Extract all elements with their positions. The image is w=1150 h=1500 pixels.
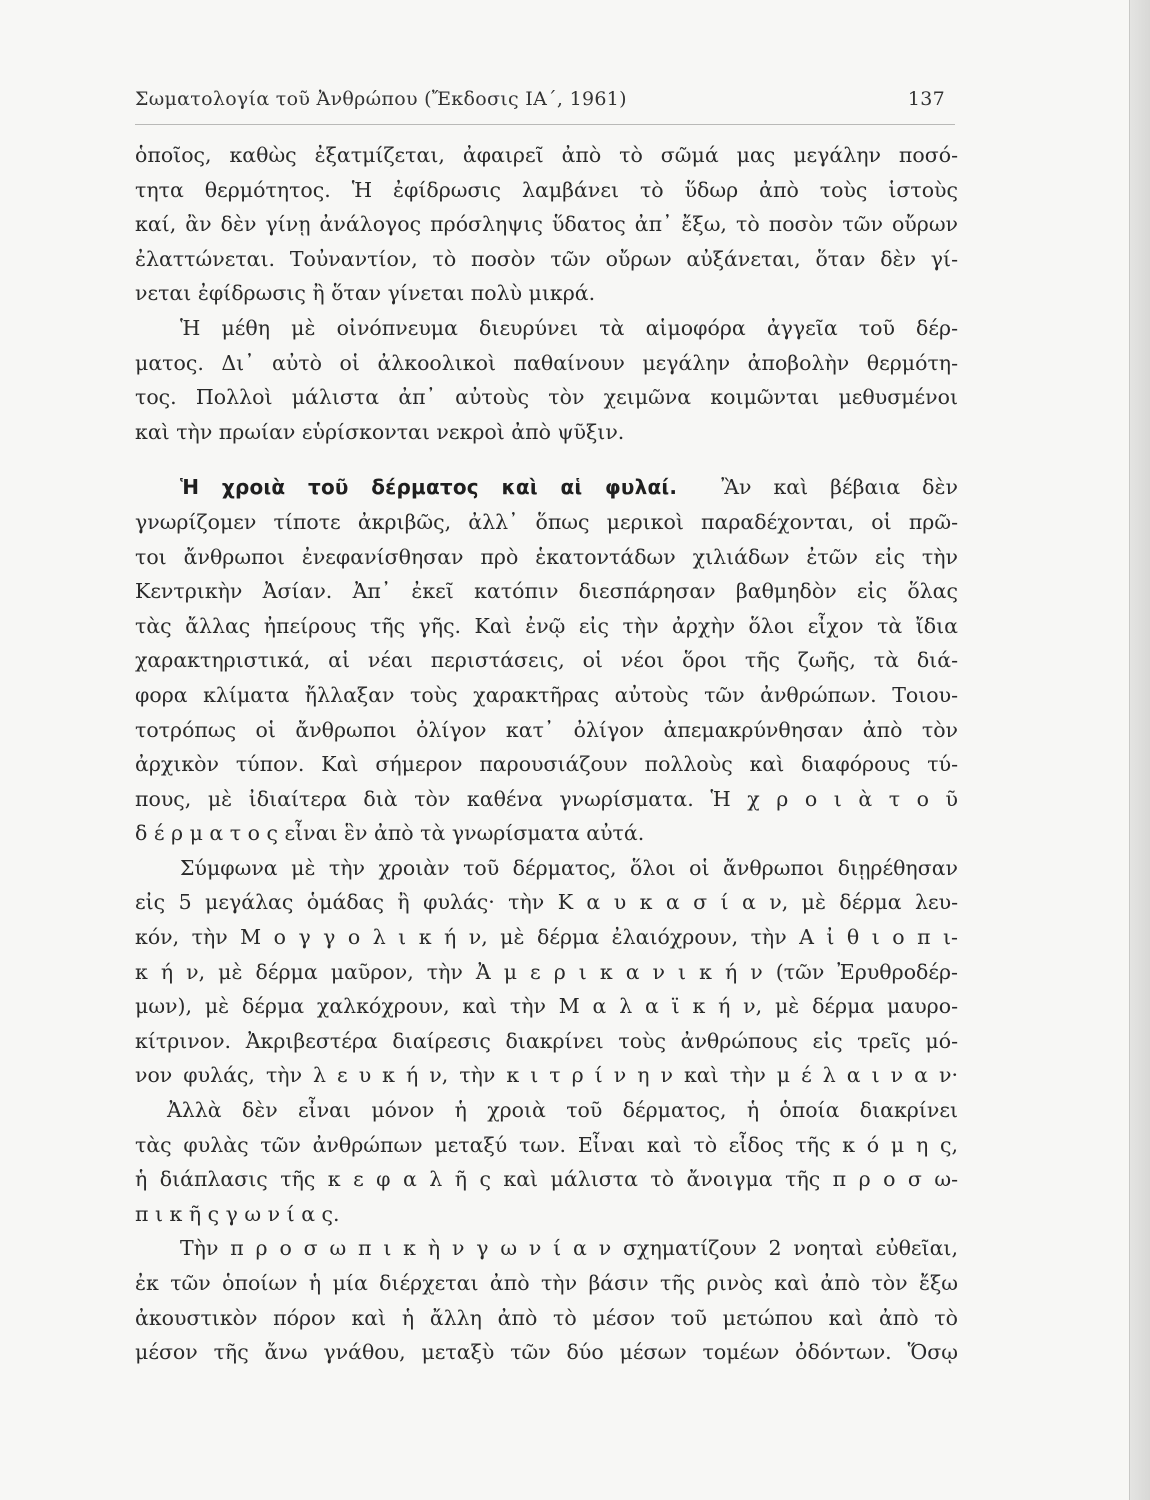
text-line: καὶ τὴν πρωίαν εὑρίσκονται νεκροὶ ἀπὸ ψῦξιν. [135,419,625,444]
text-line: πους, μὲ ἰδιαίτερα διὰ τὸν καθένα γνωρίσματα. Ἡ χ ρ ο ι ὰ τ ο ῦ [135,786,958,811]
text-line: δ έ ρ μ α τ ο ς εἶναι ἓν ἀπὸ τὰ γνωρίσματα αὐτά. [135,821,645,846]
page-number: 137 [907,88,945,110]
text-line: γνωρίζομεν τίποτε ἀκριβῶς, ἀλλ᾿ ὅπως μερικοὶ παραδέχονται, οἱ πρῶ- [135,509,958,534]
paragraph-hair-head [135,1093,958,1231]
text-line: φορα κλίματα ἤλλαξαν τοὺς χαρακτῆρας αὐτοὺς τῶν ἀνθρώπων. Τοιου- [135,682,958,707]
text-line: Ἀλλὰ δὲν εἶναι μόνον ἡ χροιὰ τοῦ δέρματος, ἡ ὁποία διακρίνει [167,1098,958,1123]
text-line: καί, ἂν δὲν γίνῃ ἀνάλογος πρόσληψις ὕδατος ἀπ᾿ ἔξω, τὸ ποσὸν τῶν οὔρων [135,212,958,237]
running-head [135,88,955,120]
text-line: ἐκ τῶν ὁποίων ἡ μία διέρχεται ἀπὸ τὴν βάσιν τῆς ρινὸς καὶ ἀπὸ τὸν ἔξω [135,1271,958,1295]
heading-line-rest: Ἂν καὶ βέβαια δὲν [721,475,958,500]
text-line: ἡ διάπλασις τῆς κ ε φ α λ ῆ ς καὶ μάλιστα τὸ ἄνοιγμα τῆς π ρ ο σ ω- [135,1167,958,1192]
text-line: νεται ἐφίδρωσις ἢ ὅταν γίνεται πολὺ μικρά. [135,281,596,306]
text-line: τὰς φυλὰς τῶν ἀνθρώπων μεταξύ των. Εἶναι καὶ τὸ εἶδος τῆς κ ό μ η ς, [135,1132,958,1157]
text-line: κ ή ν, μὲ δέρμα μαῦρον, τὴν Ἀ μ ε ρ ι κ α ν ι κ ή ν (τῶν Ἐρυθροδέρ- [135,959,958,984]
paragraph-sweat [135,138,958,311]
header-rule [135,124,955,125]
running-head-title: Σωματολογία τοῦ Ἀνθρώπου (Ἔκδοσις ΙΑ΄, 1961) [135,88,627,110]
text-line: Σύμφωνα μὲ τὴν χροιὰν τοῦ δέρματος, ὅλοι οἱ ἄνθρωποι διῃρέθησαν [180,855,958,880]
text-line: μέσον τῆς ἄνω γνάθου, μεταξὺ τῶν δύο μέσων τομέων ὀδόντων. Ὅσῳ [135,1340,958,1365]
text-line: μων), μὲ δέρμα χαλκόχρουν, καὶ τὴν Μ α λ α ϊ κ ή ν, μὲ δέρμα μαυρο- [135,994,958,1019]
body-text [135,138,958,1370]
text-line: ἀρχικὸν τύπον. Καὶ σήμερον παρουσιάζουν πολλοὺς καὶ διαφόρους τύ- [135,752,958,777]
text-line: ὁποῖος, καθὼς ἐξατμίζεται, ἀφαιρεῖ ἀπὸ τὸ σῶμά μας μεγάλην ποσό- [135,143,958,167]
paragraph-facial-angle [135,1231,958,1369]
paragraph-skin-color [135,470,958,851]
text-line: Ἡ μέθη μὲ οἰνόπνευμα διευρύνει τὰ αἱμοφόρα ἀγγεῖα τοῦ δέρ- [180,315,958,340]
text-line: ἀκουστικὸν πόρον καὶ ἡ ἄλλη ἀπὸ τὸ μέσον τοῦ μετώπου καὶ ἀπὸ τὸ [135,1305,958,1330]
text-line: χαρακτηριστικά, αἱ νέαι περιστάσεις, οἱ νέοι ὅροι τῆς ζωῆς, τὰ διά- [135,648,958,673]
text-line: τὰς ἄλλας ἠπείρους τῆς γῆς. Καὶ ἐνῷ εἰς τὴν ἀρχὴν ὅλοι εἶχον τὰ ἴδια [135,613,958,638]
paragraph-alcohol [135,311,958,449]
text-line: τητα θερμότητος. Ἡ ἐφίδρωσις λαμβάνει τὸ ὕδωρ ἀπὸ τοὺς ἱστοὺς [135,177,958,202]
section-gap [135,449,958,470]
heading-line [135,470,958,505]
text-line: Τὴν π ρ ο σ ω π ι κ ὴ ν γ ω ν ί α ν σχηματίζουν 2 νοηταὶ εὐθεῖαι, [180,1236,958,1261]
text-line: κίτρινον. Ἀκριβεστέρα διαίρεσις διακρίνει τοὺς ἀνθρώπους εἰς τρεῖς μό- [135,1028,958,1053]
text-line: π ι κ ῆ ς γ ω ν ί α ς. [135,1201,340,1226]
text-line: ἐλαττώνεται. Τοὐναντίον, τὸ ποσὸν τῶν οὔρων αὐξάνεται, ὅταν δὲν γί- [135,246,958,271]
text-line: εἰς 5 μεγάλας ὁμάδας ἢ φυλάς· τὴν Κ α υ κ α σ ί α ν, μὲ δέρμα λευ- [135,890,958,915]
page-edge [1129,0,1150,1500]
text-line: τος. Πολλοὶ μάλιστα ἀπ᾿ αὐτοὺς τὸν χειμῶνα κοιμῶνται μεθυσμένοι [135,385,958,410]
text-line: Κεντρικὴν Ἀσίαν. Ἀπ᾿ ἐκεῖ κατόπιν διεσπάρησαν βαθμηδὸν εἰς ὅλας [135,579,958,604]
text-line: κόν, τὴν Μ ο γ γ ο λ ι κ ή ν, μὲ δέρμα ἐλαιόχρουν, τὴν Α ἰ θ ι ο π ι- [135,925,958,950]
section-heading: Ἡ χροιὰ τοῦ δέρματος καὶ αἱ φυλαί. [180,475,678,500]
text-line: τοτρόπως οἱ ἄνθρωποι ὀλίγον κατ᾿ ὀλίγον ἀπεμακρύνθησαν ἀπὸ τὸν [135,717,958,742]
text-line: τοι ἄνθρωποι ἐνεφανίσθησαν πρὸ ἑκατοντάδων χιλιάδων ἐτῶν εἰς τὴν [135,544,958,569]
text-line: νον φυλάς, τὴν λ ε υ κ ή ν, τὴν κ ι τ ρ ί ν η ν καὶ τὴν μ έ λ α ι ν α ν· [135,1063,958,1088]
text-line: ματος. Δι᾿ αὐτὸ οἱ ἀλκοολικοὶ παθαίνουν μεγάλην ἀποβολὴν θερμότη- [135,350,958,375]
paragraph-races [135,851,958,1093]
